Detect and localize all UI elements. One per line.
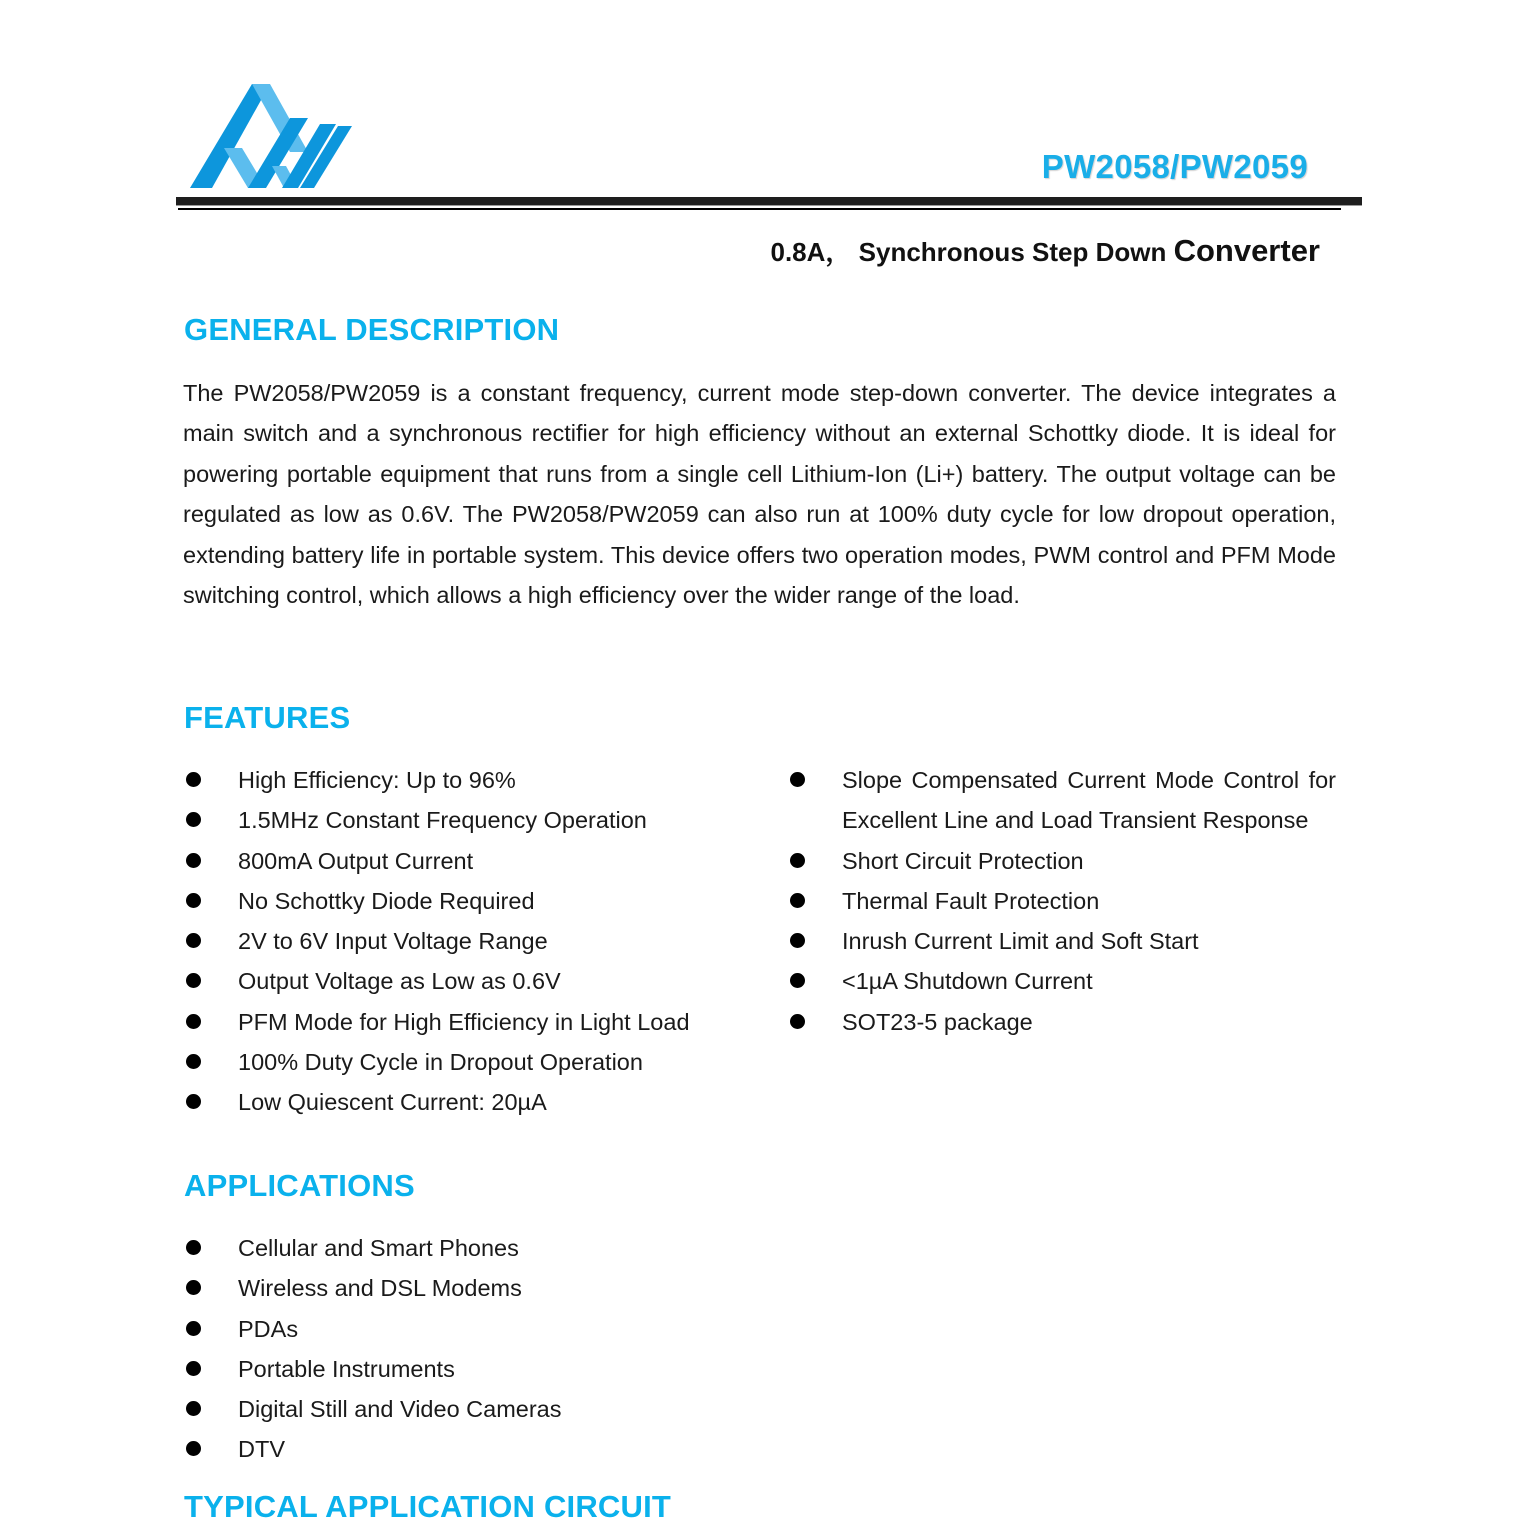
feature-item [184, 961, 754, 1001]
feature-text: 800mA Output Current [238, 847, 474, 874]
application-item [184, 1389, 784, 1429]
feature-item [788, 1002, 1336, 1042]
application-text: Wireless and DSL Modems [238, 1275, 522, 1302]
bullet-icon [186, 1361, 201, 1376]
typical-application-circuit-heading: TYPICAL APPLICATION CIRCUIT [184, 1489, 672, 1524]
feature-item [184, 1082, 754, 1122]
feature-item [184, 1002, 754, 1042]
application-item [184, 1228, 784, 1268]
company-logo-icon [190, 82, 352, 190]
feature-item [184, 800, 754, 840]
feature-item [788, 841, 1336, 881]
subtitle-main: 0.8A， Synchronous Step Down [770, 237, 1174, 267]
feature-text: 1.5MHz Constant Frequency Operation [238, 807, 647, 834]
bullet-icon [790, 973, 805, 988]
feature-text: Slope Compensated Current Mode Control for Excellent Line and Load Transient Response [842, 767, 1336, 834]
feature-item [788, 760, 1336, 841]
bullet-icon [186, 1014, 201, 1029]
bullet-icon [790, 893, 805, 908]
feature-text: Thermal Fault Protection [842, 887, 1100, 914]
bullet-icon [186, 933, 201, 948]
feature-text: 100% Duty Cycle in Dropout Operation [238, 1049, 643, 1076]
feature-item [184, 921, 754, 961]
bullet-icon [186, 893, 201, 908]
document-subtitle [771, 232, 1321, 269]
feature-text: Output Voltage as Low as 0.6V [238, 968, 561, 995]
applications-list [184, 1228, 784, 1470]
bullet-icon [186, 1280, 201, 1295]
bullet-icon [790, 772, 805, 787]
bullet-icon [186, 1321, 201, 1336]
feature-text: Short Circuit Protection [842, 847, 1084, 874]
features-list-left [184, 760, 754, 1123]
feature-text: No Schottky Diode Required [238, 887, 535, 914]
bullet-icon [186, 1441, 201, 1456]
general-description-heading: GENERAL DESCRIPTION [184, 312, 560, 347]
feature-item [788, 881, 1336, 921]
bullet-icon [790, 933, 805, 948]
features-heading: FEATURES [184, 700, 351, 735]
bullet-icon [186, 973, 201, 988]
feature-item [788, 961, 1336, 1001]
feature-text: Inrush Current Limit and Soft Start [842, 928, 1199, 955]
features-list-right [788, 760, 1336, 1042]
bullet-icon [186, 772, 201, 787]
application-item [184, 1309, 784, 1349]
applications-heading: APPLICATIONS [184, 1168, 415, 1203]
feature-item [184, 1042, 754, 1082]
general-description-text: The PW2058/PW2059 is a constant frequency, current mode step-down converter. The device integrates a main switch and a synchronous rectifier for high efficiency without an external Schottky diode. It is ideal for powering portable equipment that runs from a single cell Lithium-Ion (Li+) battery. The output voltage can be regulated as low as 0.6V. The PW2058/PW2059 can also run at 100% duty cycle for low dropout operation, extending battery life in portable system. This device offers two operation modes, PWM control and PFM Mode switching control, which allows a high efficiency over the wider range of the load. [183, 380, 1336, 609]
feature-text: Low Quiescent Current: 20µA [238, 1089, 547, 1116]
bullet-icon [186, 853, 201, 868]
application-item [184, 1349, 784, 1389]
application-item [184, 1429, 784, 1469]
feature-text: 2V to 6V Input Voltage Range [238, 928, 548, 955]
application-text: Cellular and Smart Phones [238, 1235, 519, 1261]
feature-item [184, 881, 754, 921]
feature-text: PFM Mode for High Efficiency in Light Load [238, 1008, 690, 1035]
header-rule-thick [176, 197, 1362, 205]
bullet-icon [790, 1014, 805, 1029]
product-title: PW2058/PW2059 [1041, 148, 1308, 185]
bullet-icon [186, 1094, 201, 1109]
application-item [184, 1268, 784, 1308]
application-text: Digital Still and Video Cameras [238, 1396, 562, 1423]
feature-text: High Efficiency: Up to 96% [238, 767, 516, 793]
application-text: DTV [238, 1436, 285, 1463]
feature-text: <1µA Shutdown Current [842, 968, 1093, 995]
bullet-icon [790, 853, 805, 868]
feature-text: SOT23-5 package [842, 1008, 1033, 1035]
bullet-icon [186, 812, 201, 827]
bullet-icon [186, 1401, 201, 1416]
feature-item [788, 921, 1336, 961]
feature-item [184, 841, 754, 881]
bullet-icon [186, 1054, 201, 1069]
header-rule-thin [178, 208, 1341, 210]
feature-item [184, 760, 754, 800]
application-text: PDAs [238, 1315, 299, 1342]
application-text: Portable Instruments [238, 1355, 455, 1382]
subtitle-last-word: Converter [1173, 233, 1320, 268]
bullet-icon [186, 1240, 201, 1255]
